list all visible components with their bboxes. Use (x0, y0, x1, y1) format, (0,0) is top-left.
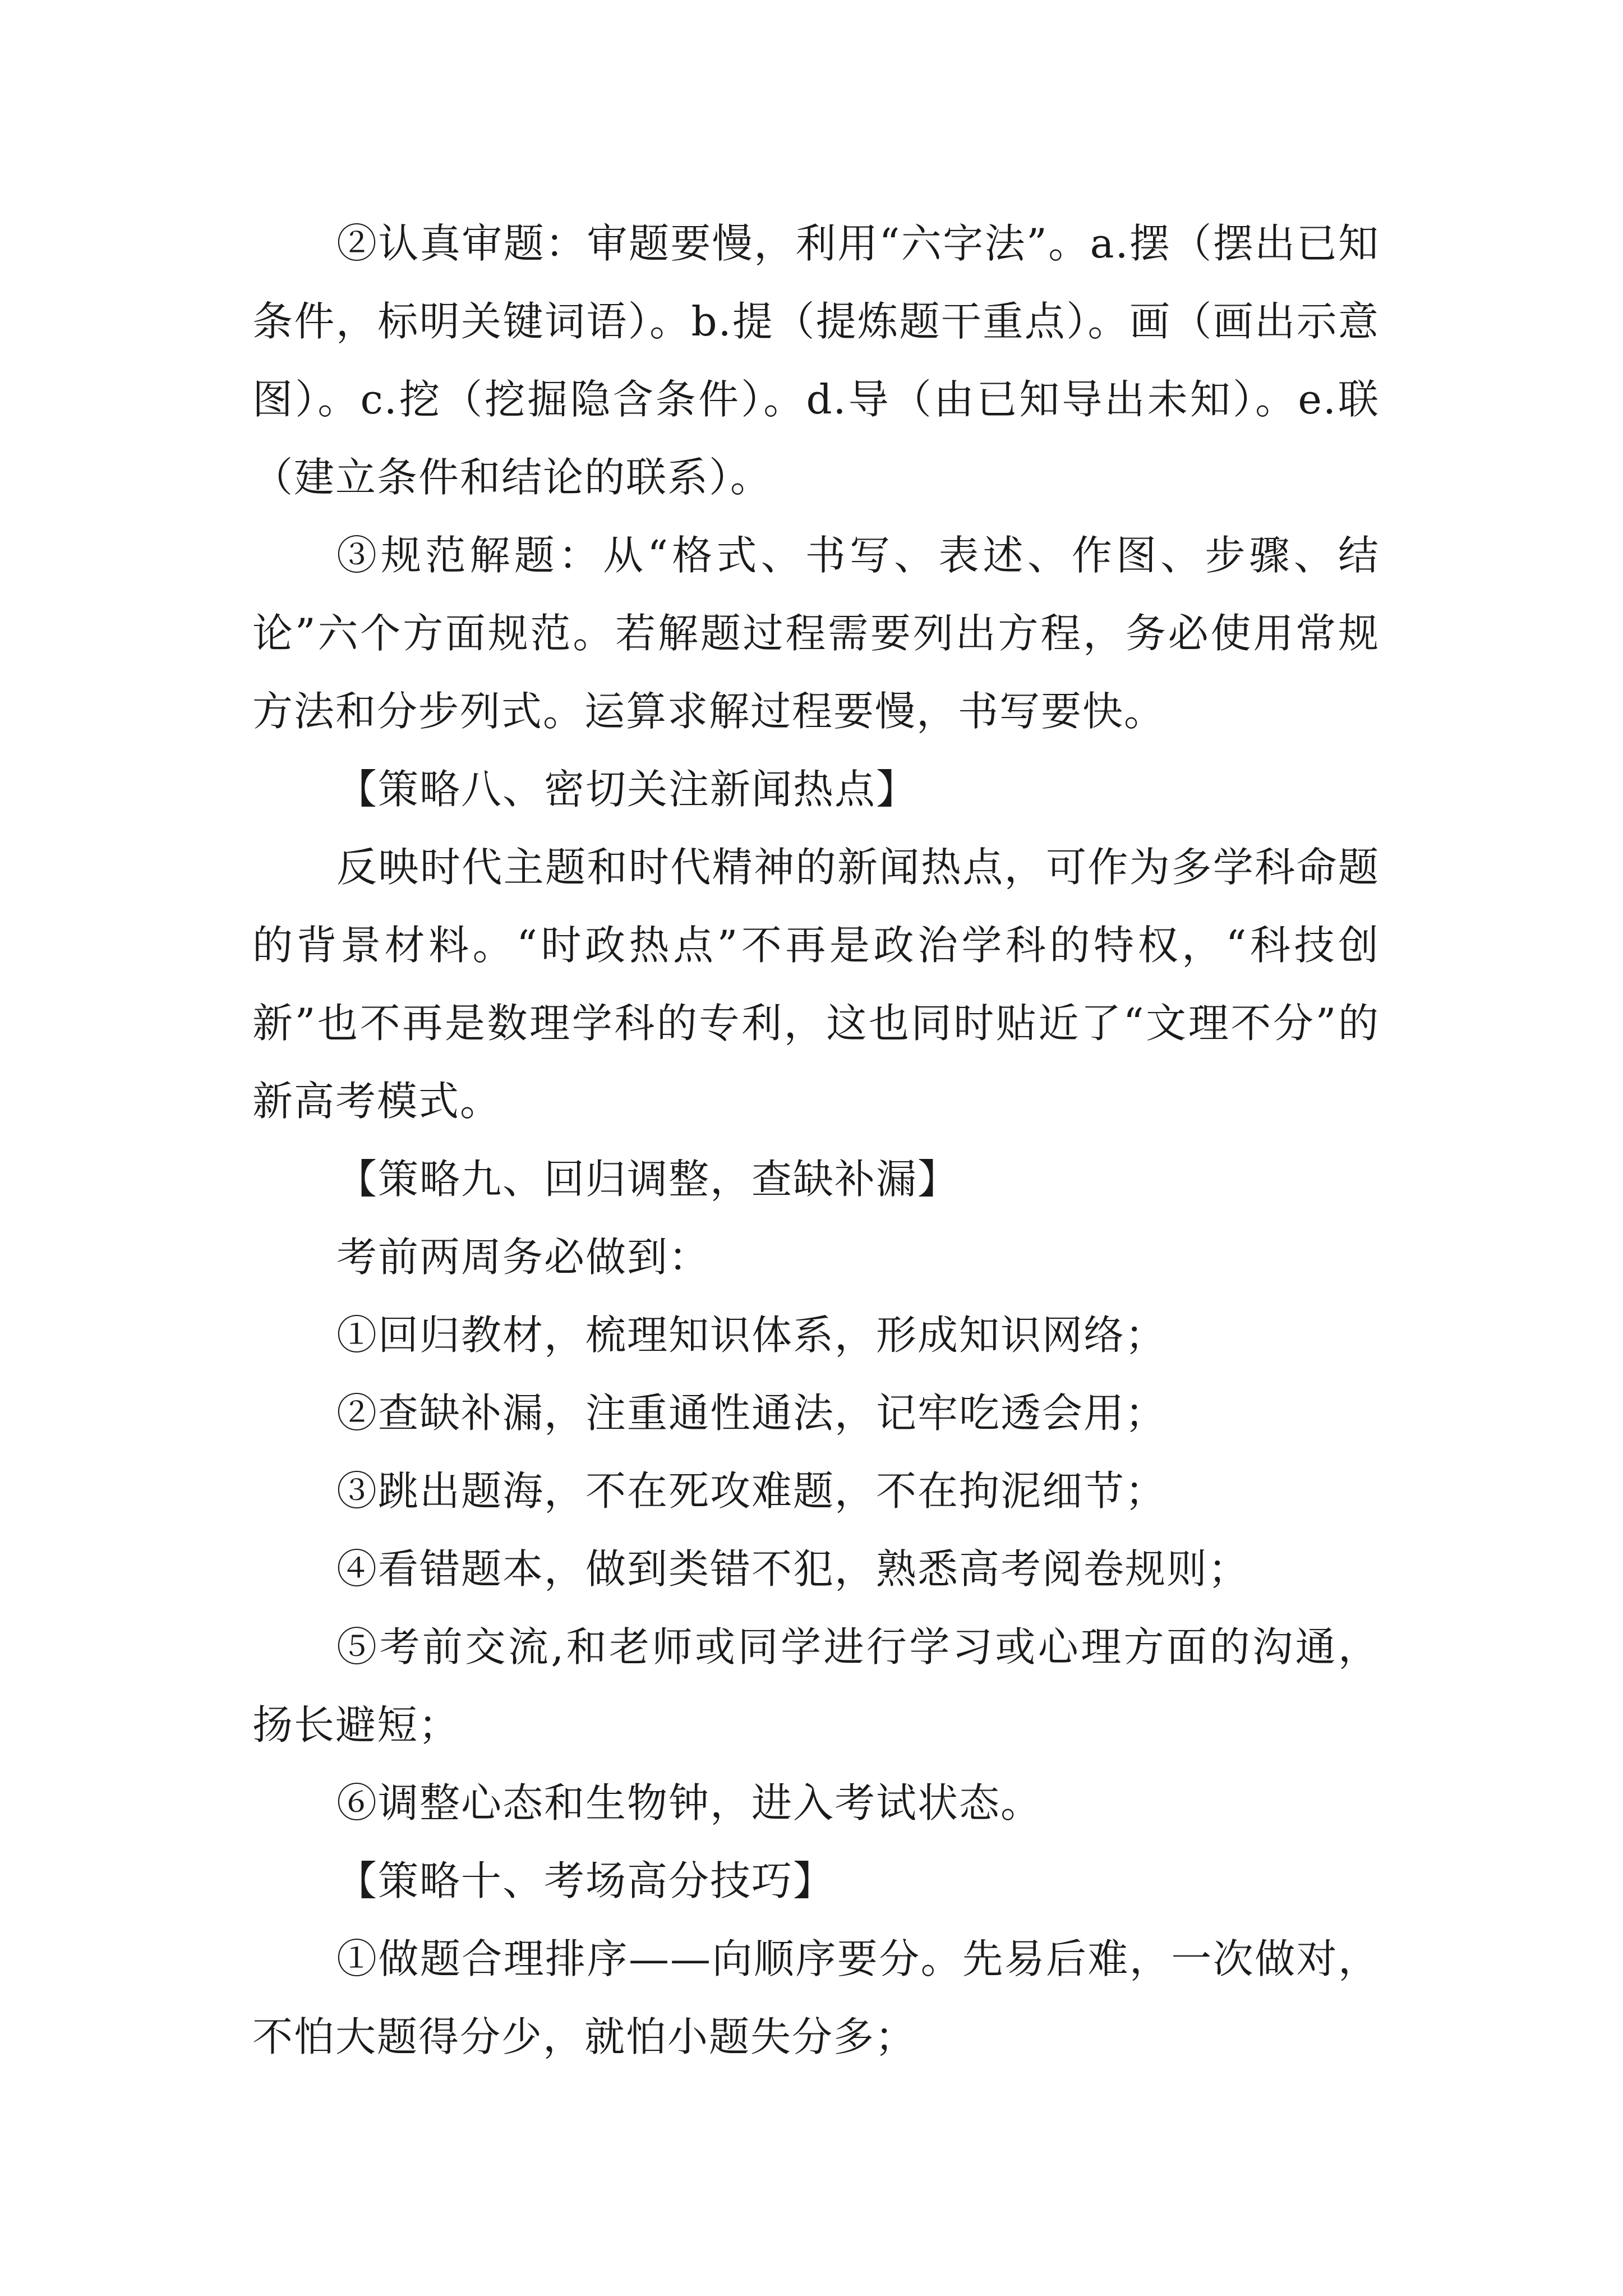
list-item-1: ①回归教材，梳理知识体系，形成知识网络； (336, 1312, 1167, 1359)
heading-strategy-10: 【策略十、考场高分技巧】 (336, 1857, 835, 1904)
paragraph-standard-solving: ③规范解题：从“格式、书写、表述、作图、步骤、结论”六个方面规范。若解题过程需要列出方程，务必使用常规方法和分步列式。运算求解过程要慢，书写要快。 (252, 532, 1380, 735)
list-item-4: ④看错题本，做到类错不犯，熟悉高考阅卷规则； (336, 1545, 1250, 1593)
paragraph-review-questions: ②认真审题：审题要慢，利用“六字法”。a.摆（摆出已知条件，标明关键词语）。b.提（提炼题干重点）。画（画出示意图）。c.挖（挖掘隐含条件）。d.导（由已知导出未知）。e.联（建立条件和结论的联系）。 (252, 220, 1380, 501)
list-item-5: ⑤考前交流,和老师或同学进行学习或心理方面的沟通，扬长避短； (252, 1623, 1380, 1749)
paragraph-two-weeks-intro: 考前两周务必做到： (336, 1234, 711, 1281)
paragraph-question-order: ①做题合理排序——向顺序要分。先易后难，一次做对，不怕大题得分少，就怕小题失分多； (252, 1935, 1380, 2060)
document-body (252, 205, 1380, 2076)
list-item-2: ②查缺补漏，注重通性通法，记牢吃透会用； (336, 1389, 1167, 1437)
heading-strategy-8: 【策略八、密切关注新闻热点】 (336, 766, 918, 813)
heading-strategy-9: 【策略九、回归调整，查缺补漏】 (336, 1156, 960, 1203)
list-item-6: ⑥调整心态和生物钟，进入考试状态。 (336, 1779, 1043, 1826)
paragraph-news-hotspots: 反映时代主题和时代精神的新闻热点，可作为多学科命题的背景材料。“时政热点”不再是政治学科的特权，“科技创新”也不再是数理学科的专利，这也同时贴近了“文理不分”的新高考模式。 (252, 844, 1380, 1125)
list-item-3: ③跳出题海，不在死攻难题，不在拘泥细节； (336, 1467, 1167, 1515)
